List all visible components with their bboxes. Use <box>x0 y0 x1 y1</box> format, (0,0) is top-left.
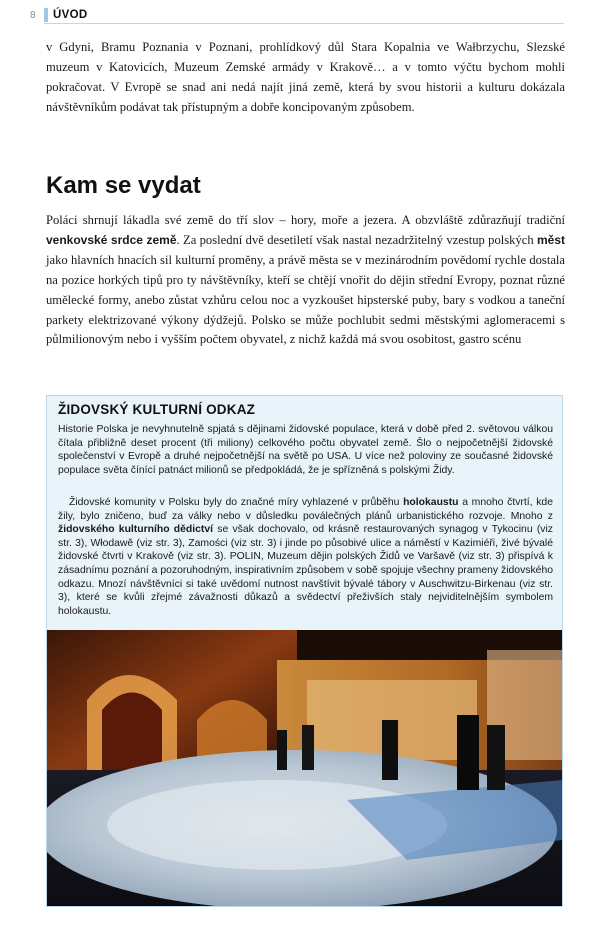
photo-visitor <box>382 720 398 780</box>
highlight-term: měst <box>537 232 566 247</box>
text-run: . Za poslední dvě desetiletí však nastal nezadržitelný vzestup polských <box>176 232 537 247</box>
museum-photo <box>47 630 562 906</box>
text-run: a mnoho čtvrtí, kde žily, bylo zničeno, buď za války nebo v důsledku poválečných plánů urbanistického rozvoje. Mnoho z <box>58 497 553 522</box>
photo-visitor <box>457 715 479 790</box>
running-header <box>30 7 570 23</box>
text-run: Poláci shrnují lákadla své země do tří slov – hory, moře a jezera. A obzvláště zdůrazňují tradiční <box>46 213 565 227</box>
section-label: ÚVOD <box>53 9 88 21</box>
sidebar-title: ŽIDOVSKÝ KULTURNÍ ODKAZ <box>58 402 256 417</box>
highlight-term: holokaustu <box>403 497 459 508</box>
text-run: jako hlavních hnacích sil kulturní proměny, a právě města se v mezinárodním povědomí rychle dostala na pozice horkých tipů pro ty návštěvníky, kteří se chtějí vnořit do dějin střední Evropy, poznat různé umělecké formy, anebo zůstat vzhůru celou noc a vyzkoušet hipsterské puby, bary s vodkou a taneční parkety elektrizované výkony dýdžejů. Polsko se může pochlubit sedmi městskými aglomeracemi s půlmilionovým nebo i vyšším počtem obyvatel, z nichž každá má svou osobitost, gastro scénu <box>46 252 565 347</box>
section-paragraph <box>46 211 565 350</box>
sidebar-box <box>46 395 563 907</box>
photo-visitor <box>302 725 314 770</box>
section-heading: Kam se vydat <box>46 172 201 199</box>
sidebar-paragraph <box>58 496 553 618</box>
header-accent-bar <box>44 8 48 22</box>
intro-paragraph: v Gdyni, Bramu Poznania v Poznani, prohlídkový důl Stara Kopalnia ve Wałbrzychu, Slezské muzeum v Katovicích, Muzeum Zemské armády v Krakově… a v tomto výčtu bychom mohli pokračovat. V Evropě se snad ani nedá najít jiná země, která by svou historii a kulturu dokázala návštěvníkům podávat tak přístupným a dobře koncipovaným způsobem. <box>46 40 565 114</box>
highlight-term: venkovské srdce země <box>46 232 177 247</box>
text-run: se však dochovalo, od krásně restaurovaných synagog v Tykocinu (viz str. 3), Włodawě (viz str. 3), Zamości (viz str. 3) i jinde po působivé ulice a náměstí v Kazimiéři, živé bývalé židovské čtvrti v Krakově (viz str. 3). POLIN, Muzeum dějin polských Židů ve Varšavě (viz str. 3) přispívá k zásadnímu poznání a pozoruhodným, inspirativním způsobem v sobě spojuje všechny prameny židovského odkazu. Mnozí návštěvníci si také uvědomí nutnost navštívit bývalé tábory v Auschwitzu-Birkenau (viz str. 3), které se kvůli zřejmé závažnosti důkazů a svědectví přeživších staly nejviditelnějším symbolem holokaustu. <box>58 524 553 617</box>
highlight-term: židovského kulturního dědictví <box>58 524 214 536</box>
photo-visitor <box>487 725 505 790</box>
header-rule <box>44 23 564 24</box>
photo-visitor <box>277 730 287 770</box>
sidebar-paragraph: Historie Polska je nevyhnutelně spjatá s dějinami židovské populace, která v době před 2. světovou válkou čítala přibližně deset procent (tři miliony) celkového počtu obyvatel země. Šlo o nejpočetnější židovské společenství v Evropě a druhé nejpočetnější na světě po USA. U více než poloviny ze současné židovské populace světa čínící patnáct milionů se předpokládá, že je spřízněná s polskými Židy. <box>58 424 553 476</box>
text-run: Židovské komunity v Polsku byly do značné míry vyhlazené v průběhu <box>69 497 404 508</box>
page-number: 8 <box>30 9 36 21</box>
